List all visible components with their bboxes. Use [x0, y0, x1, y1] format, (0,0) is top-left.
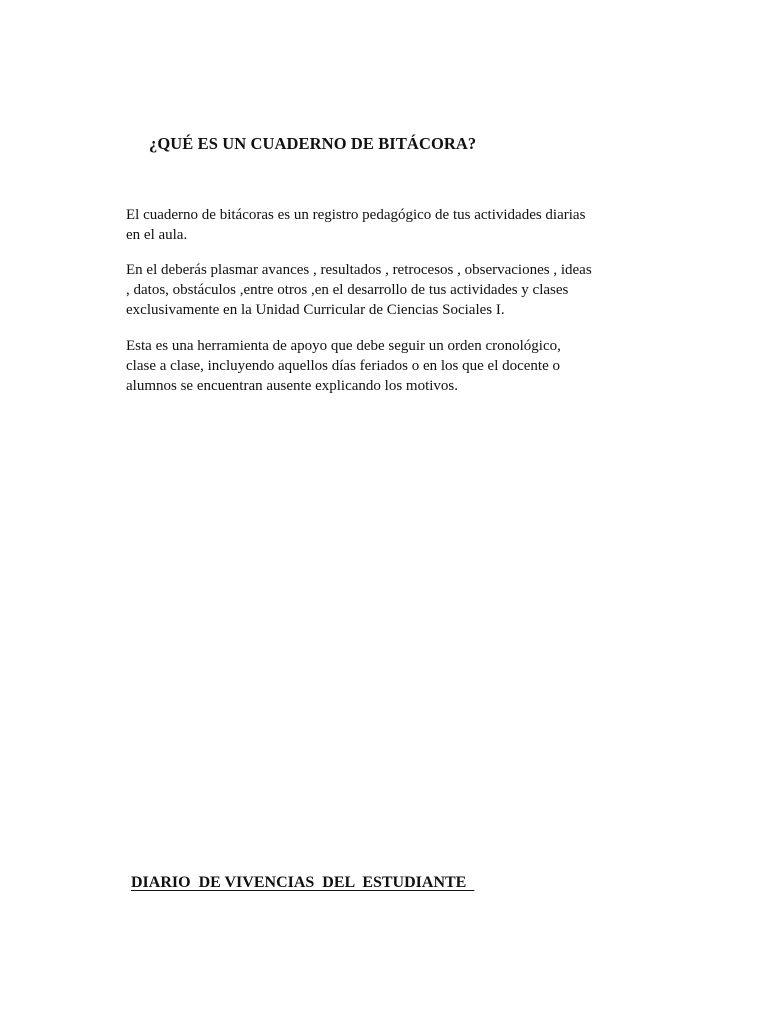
paragraph-tool — [126, 336, 646, 396]
paragraph-line: exclusivamente en la Unidad Curricular de Ciencias Sociales I. — [126, 302, 505, 318]
paragraph-line: clase a clase, incluyendo aquellos días feriados o en los que el docente o — [126, 358, 561, 374]
diary-heading: DIARIO DE VIVENCIAS DEL ESTUDIANTE — [131, 874, 475, 891]
paragraph-line: Esta es una herramienta de apoyo que debe seguir un orden cronológico, — [126, 338, 561, 354]
document-title: ¿QUÉ ES UN CUADERNO DE BITÁCORA? — [149, 134, 477, 153]
paragraph-line: El cuaderno de bitácoras es un registro pedagógico de tus actividades diarias — [126, 207, 586, 223]
paragraph-definition — [126, 205, 646, 245]
paragraph-line: en el aula. — [126, 227, 188, 243]
paragraph-line: En el deberás plasmar avances , resultados , retrocesos , observaciones , ideas — [126, 262, 592, 278]
paragraph-content — [126, 260, 646, 320]
paragraph-line: , datos, obstáculos ,entre otros ,en el desarrollo de tus actividades y clases — [126, 282, 569, 298]
paragraph-line: alumnos se encuentran ausente explicando los motivos. — [126, 378, 458, 394]
